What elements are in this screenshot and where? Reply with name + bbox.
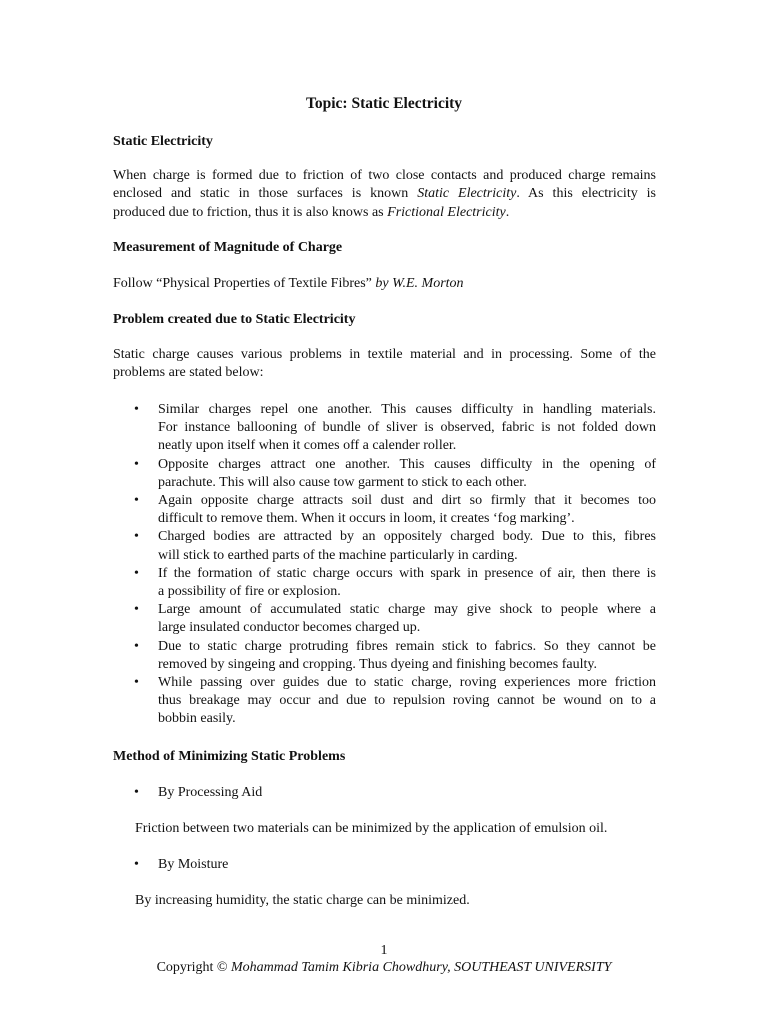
list-item-line: parachute. This will also cause tow garment to stick to each other.	[158, 474, 527, 490]
list-item	[113, 601, 656, 637]
section-heading-static-electricity: Static Electricity	[113, 134, 213, 149]
list-item-line: large insulated conductor becomes charged up.	[158, 620, 421, 636]
bullet-icon: •	[134, 402, 139, 417]
paragraph-text: .	[505, 204, 510, 220]
paragraph-text: produced due to friction, thus it is also knows as	[113, 204, 388, 220]
reference-title: Follow “Physical Properties of Textile Fibres”	[113, 276, 372, 291]
bullet-icon: •	[134, 785, 139, 800]
section-heading-problems: Problem created due to Static Electricity	[113, 312, 356, 327]
bullet-icon: •	[134, 675, 139, 691]
bullet-icon: •	[134, 493, 139, 509]
document-title: Topic: Static Electricity	[305, 95, 463, 112]
list-item-line: While passing over guides due to static charge, roving experiences more friction	[158, 675, 656, 691]
list-item-line: neatly upon itself when it comes off a calender roller.	[158, 438, 457, 454]
problems-bullet-list	[113, 401, 656, 729]
list-item-line: removed by singeing and cropping. Thus dyeing and finishing becomes faulty.	[158, 656, 597, 672]
list-item-line: Similar charges repel one another. This causes difficulty in handling materials.	[158, 402, 656, 417]
bullet-icon: •	[134, 529, 139, 545]
paragraph-text: enclosed and static in those surfaces is known	[113, 186, 418, 202]
list-item-line: thus breakage may occur and due to repulsion roving cannot be wound on to a	[158, 693, 656, 709]
bullet-icon: •	[134, 565, 139, 581]
section-heading-methods: Method of Minimizing Static Problems	[113, 749, 346, 764]
bullet-icon: •	[134, 456, 139, 472]
paragraph-line: problems are stated below:	[113, 365, 264, 381]
paragraph-text: . As this electricity is	[516, 186, 657, 202]
list-item-line: will stick to earthed parts of the machine particularly in carding.	[158, 547, 518, 563]
list-item-line: Due to static charge protruding fibres remain stick to fabrics. So they cannot be	[158, 638, 656, 654]
term-frictional-electricity: Frictional Electricity	[387, 204, 506, 220]
list-item-line: If the formation of static charge occurs with spark in presence of air, then there is	[158, 565, 656, 581]
method-label: By Processing Aid	[158, 785, 263, 800]
list-item-line: Charged bodies are attracted by an oppositely charged body. Due to this, fibres	[158, 529, 656, 545]
reference-author: by W.E. Morton	[371, 276, 464, 291]
list-item	[113, 674, 656, 729]
method-item-moisture	[113, 856, 228, 874]
list-item-line: difficult to remove them. When it occurs in loom, it creates ‘fog marking’.	[158, 511, 575, 527]
list-item-line: a possibility of fire or explosion.	[158, 584, 341, 600]
copyright-footer	[0, 959, 768, 977]
paragraph-line	[113, 185, 656, 203]
term-static-electricity: Static Electricity	[417, 186, 517, 202]
page-number: 1	[380, 943, 388, 958]
list-item-line: bobbin easily.	[158, 711, 236, 727]
paragraph-line	[113, 204, 656, 222]
paragraph-line: Static charge causes various problems in textile material and in processing. Some of the	[113, 347, 656, 362]
method-label: By Moisture	[158, 857, 229, 872]
method-description: Friction between two materials can be minimized by the application of emulsion oil.	[135, 821, 608, 836]
paragraph-line: When charge is formed due to friction of two close contacts and produced charge remains	[113, 168, 656, 183]
bullet-icon: •	[134, 602, 139, 618]
list-item	[113, 528, 656, 564]
method-description: By increasing humidity, the static charge can be minimized.	[135, 893, 470, 908]
list-item-line: Large amount of accumulated static charge may give shock to people where a	[158, 602, 656, 618]
list-item	[113, 638, 656, 674]
copyright-prefix: Copyright ©	[156, 960, 232, 975]
list-item-line: For instance ballooning of bundle of sliver is observed, fabric is not folded down	[158, 420, 656, 436]
list-item	[113, 456, 656, 492]
measurement-paragraph	[113, 275, 656, 293]
copyright-holder: Mohammad Tamim Kibria Chowdhury, SOUTHEAST UNIVERSITY	[231, 960, 612, 975]
bullet-icon: •	[134, 638, 139, 654]
list-item	[113, 401, 656, 456]
paragraph-line	[113, 275, 656, 293]
list-item	[113, 492, 656, 528]
list-item	[113, 565, 656, 601]
method-item-processing-aid	[113, 784, 262, 802]
section-heading-measurement: Measurement of Magnitude of Charge	[113, 240, 343, 255]
bullet-icon: •	[134, 857, 139, 872]
static-electricity-paragraph	[113, 167, 656, 222]
problems-intro-paragraph	[113, 346, 656, 383]
list-item-line: Again opposite charge attracts soil dust and dirt so firmly that it becomes too	[158, 493, 656, 509]
list-item-line: Opposite charges attract one another. This causes difficulty in the opening of	[158, 456, 656, 472]
